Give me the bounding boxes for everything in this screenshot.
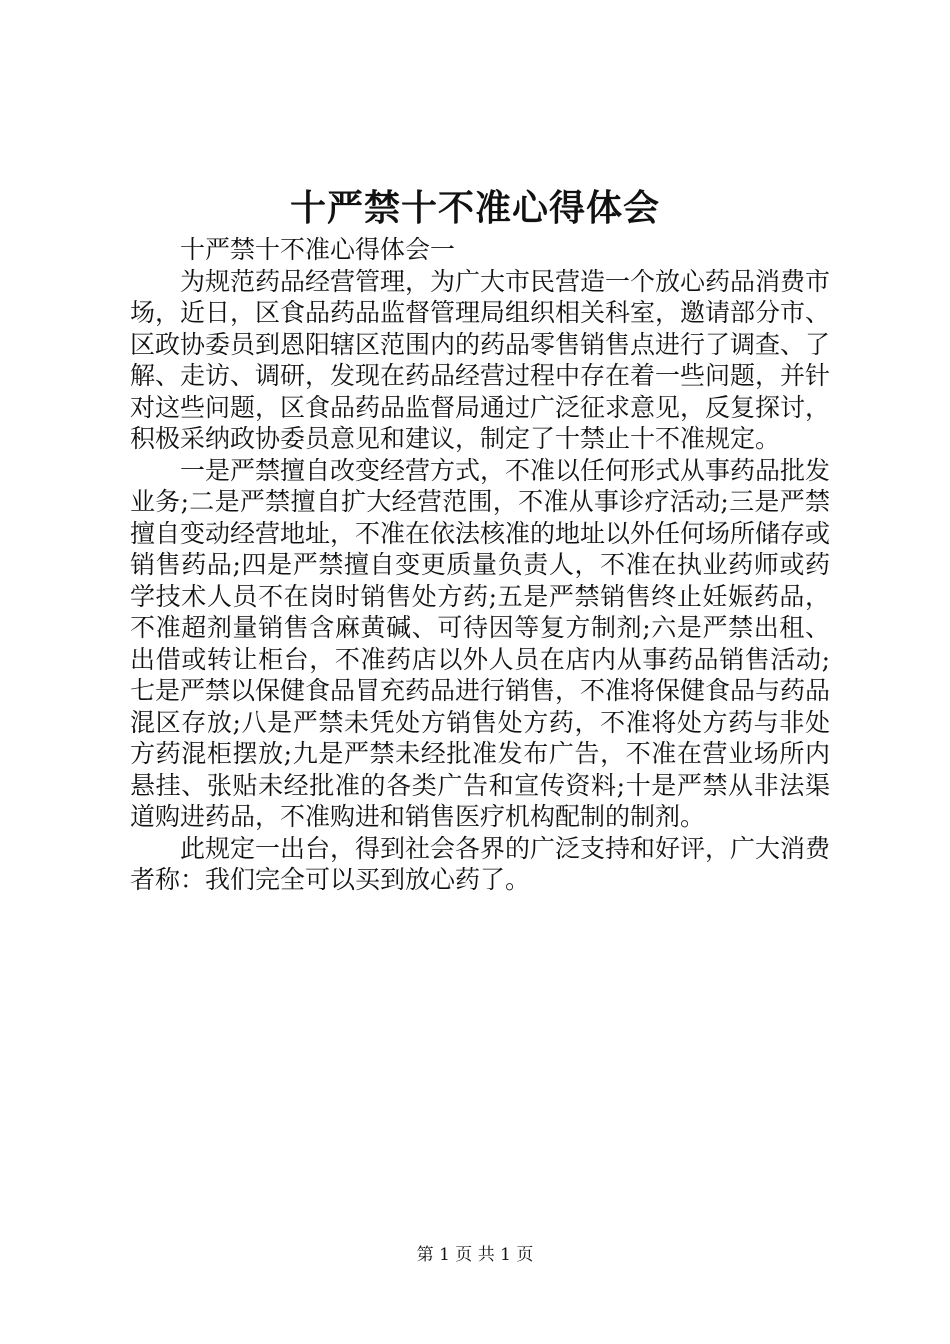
- body-paragraph-subtitle: 十严禁十不准心得体会一: [180, 235, 456, 264]
- body-paragraph-intro: 为规范药品经营管理，为广大市民营造一个放心药品消费市场，近日，区食品药品监督管理局组织相关科室，邀请部分市、区政协委员到恩阳辖区范围内的药品零售销售点进行了调查、了解、走访、调研，发现在药品经营过程中存在着一些问题，并针对这些问题，区食品药品监督局通过广泛征求意见，反复探讨，积极采纳政协委员意见和建议，制定了十禁止十不准规定。: [130, 266, 831, 453]
- body-paragraph-conclusion: 此规定一出台，得到社会各界的广泛支持和好评，广大消费者称：我们完全可以买到放心药了。: [130, 833, 831, 894]
- body-paragraph-rules: 一是严禁擅自改变经营方式，不准以任何形式从事药品批发业务;二是严禁擅自扩大经营范围，不准从事诊疗活动;三是严禁擅自变动经营地址，不准在依法核准的地址以外任何场所储存或销售药品;四是严禁擅自变更质量负责人，不准在执业药师或药学技术人员不在岗时销售处方药;五是严禁销售终止妊娠药品，不准超剂量销售含麻黄碱、可待因等复方制剂;六是严禁出租、出借或转让柜台，不准药店以外人员在店内从事药品销售活动;七是严禁以保健食品冒充药品进行销售，不准将保健食品与药品混区存放;八是严禁未凭处方销售处方药，不准将处方药与非处方药混柜摆放;九是严禁未经批准发布广告，不准在营业场所内悬挂、张贴未经批准的各类广告和宣传资料;十是严禁从非法渠道购进药品，不准购进和销售医疗机构配制的制剂。: [130, 455, 831, 831]
- document-body: [130, 234, 830, 896]
- document-title: 十严禁十不准心得体会: [289, 187, 660, 229]
- page-number-footer: 第 1 页 共 1 页: [416, 1245, 534, 1265]
